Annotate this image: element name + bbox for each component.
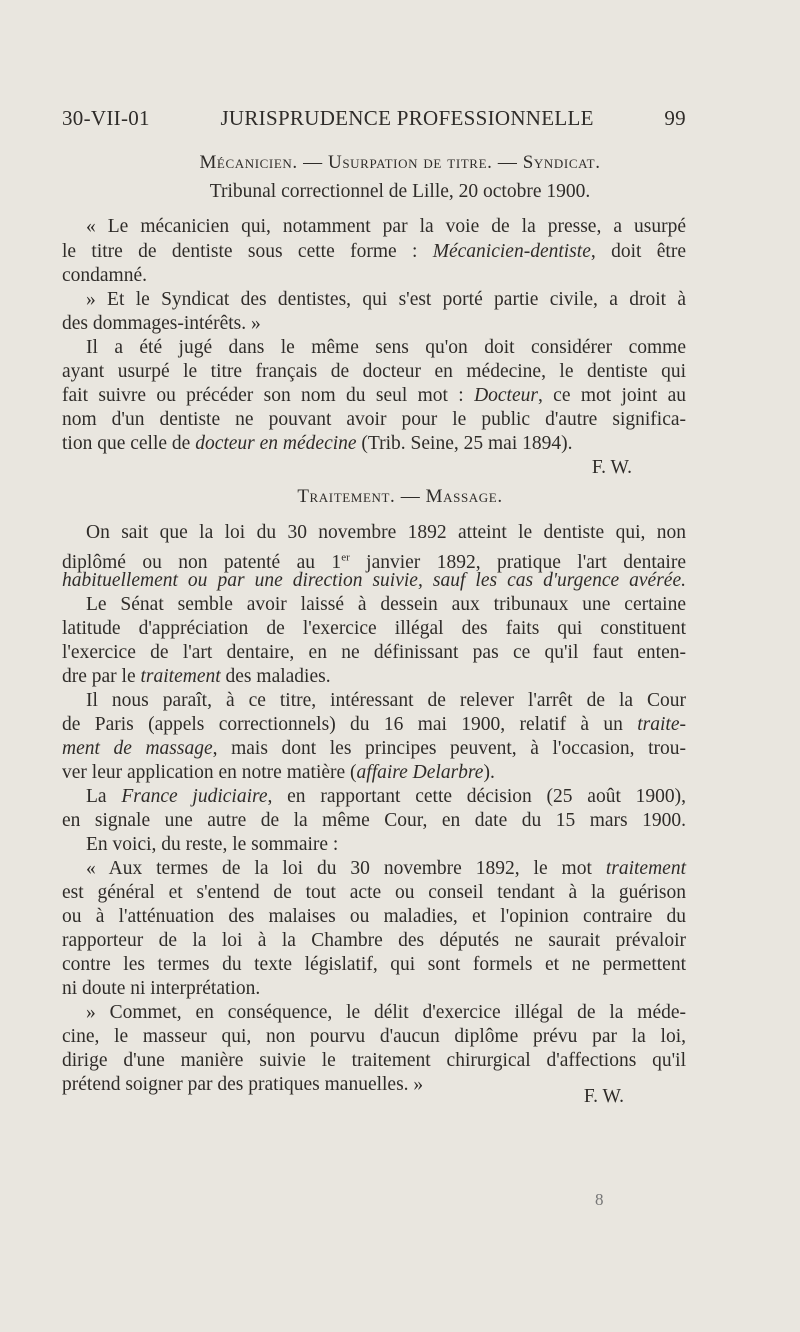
paragraph-line: rapporteur de la loi à la Chambre des députés ne saurait prévaloir [62, 930, 686, 951]
paragraph-line: latitude d'appréciation de l'exercice illégal des faits qui constituent [62, 618, 686, 639]
paragraph-line: dre par le traitement des maladies. [62, 666, 331, 687]
court-reference: Tribunal correctionnel de Lille, 20 octobre 1900. [209, 181, 591, 202]
signature: F. W. [591, 457, 632, 478]
paragraph-line: des dommages-intérêts. » [62, 313, 261, 334]
paragraph-line: On sait que la loi du 30 novembre 1892 atteint le dentiste qui, non [86, 522, 686, 543]
paragraph-line: ment de massage, mais dont les principes peuvent, à l'occasion, trou- [62, 738, 686, 759]
paragraph-line: prétend soigner par des pratiques manuelles. » [62, 1074, 424, 1095]
paragraph-line: » Commet, en conséquence, le délit d'exercice illégal de la méde- [86, 1002, 686, 1023]
signature: F. W. [583, 1086, 624, 1107]
header-title: JURISPRUDENCE PROFESSIONNELLE [220, 106, 594, 130]
paragraph-line: ver leur application en notre matière (affaire Delarbre). [62, 762, 495, 783]
paragraph-line: de Paris (appels correctionnels) du 16 mai 1900, relatif à un traite- [62, 714, 686, 735]
paragraph-line: ni doute ni interprétation. [62, 978, 261, 999]
paragraph-line: Il nous paraît, à ce titre, intéressant de relever l'arrêt de la Cour [86, 690, 686, 711]
page-number: 99 [664, 106, 686, 130]
paragraph-line: dirige d'une manière suivie le traitement chirurgical d'affections qu'il [62, 1050, 686, 1071]
paragraph-line: habituellement ou par une direction suivie, sauf les cas d'urgence avérée. [62, 570, 686, 591]
paragraph-line: » Et le Syndicat des dentistes, qui s'est porté partie civile, a droit à [86, 289, 686, 310]
paragraph-line: Il a été jugé dans le même sens qu'on doit considérer comme [86, 337, 686, 358]
paragraph-line: Le Sénat semble avoir laissé à dessein aux tribunaux une certaine [86, 594, 686, 615]
paragraph-line: l'exercice de l'art dentaire, en ne définissant pas ce qu'il faut enten- [62, 642, 686, 663]
paragraph-line: En voici, du reste, le sommaire : [86, 834, 339, 855]
paragraph-line: ayant usurpé le titre français de docteur en médecine, le dentiste qui [62, 361, 686, 382]
paragraph-line: condamné. [62, 265, 148, 286]
paragraph-line: « Aux termes de la loi du 30 novembre 1892, le mot traitement [86, 858, 686, 879]
section-title-traitement: Traitement. — Massage. [297, 486, 503, 507]
paragraph-line: le titre de dentiste sous cette forme : Mécanicien-dentiste, doit être [62, 241, 686, 262]
paragraph-line: contre les termes du texte législatif, qui sont formels et ne permettent [62, 954, 686, 975]
signature-mark: 8 [595, 1190, 604, 1209]
header-date: 30-VII-01 [62, 106, 150, 130]
paragraph-line: diplômé ou non patenté au 1er janvier 1892, pratique l'art dentaire [62, 551, 686, 573]
paragraph-line: cine, le masseur qui, non pourvu d'aucun diplôme prévu par la loi, [62, 1026, 686, 1047]
paragraph-line: tion que celle de docteur en médecine (Trib. Seine, 25 mai 1894). [62, 433, 573, 454]
section-title-mecanicien: Mécanicien. — Usurpation de titre. — Syndicat. [199, 152, 601, 173]
running-header [62, 106, 686, 131]
paragraph-line: en signale une autre de la même Cour, en date du 15 mars 1900. [62, 810, 686, 831]
paragraph-line: est général et s'entend de tout acte ou conseil tendant à la guérison [62, 882, 686, 903]
paragraph-line: fait suivre ou précéder son nom du seul mot : Docteur, ce mot joint au [62, 385, 687, 406]
paragraph-line: ou à l'atténuation des malaises ou maladies, et l'opinion contraire du [62, 906, 686, 927]
paragraph-line: nom d'un dentiste ne pouvant avoir pour le public d'autre significa- [62, 409, 686, 430]
paragraph-line: « Le mécanicien qui, notamment par la voie de la presse, a usurpé [86, 216, 686, 237]
paragraph-line: La France judiciaire, en rapportant cette décision (25 août 1900), [86, 786, 686, 807]
